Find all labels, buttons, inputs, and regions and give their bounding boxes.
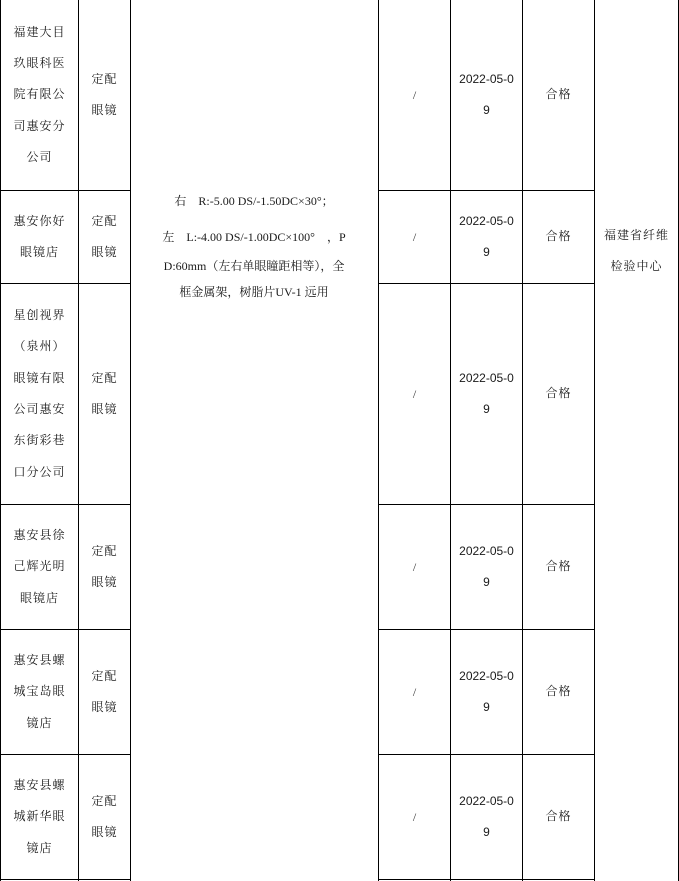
product-cell: [79, 630, 130, 754]
company-name: 星创视界（泉州）眼镜有限公司惠安东街彩巷口分公司: [13, 308, 66, 479]
product-name: 定配眼镜: [91, 793, 118, 839]
company-cell: [1, 755, 78, 879]
company-name: 惠安县螺城宝岛眼镜店: [13, 653, 66, 730]
brand-value: /: [412, 87, 417, 102]
date-cell: [451, 284, 522, 504]
company-name: 福建大目玖眼科医院有限公司惠安分公司: [13, 24, 66, 164]
date-value: 2022-05-09: [459, 370, 514, 416]
company-name: 惠安县徐己辉光明眼镜店: [13, 528, 66, 605]
product-name: 定配眼镜: [91, 71, 118, 117]
result-value: 合格: [545, 684, 572, 699]
grid-line: [378, 879, 595, 880]
inspector-cell: [595, 0, 678, 881]
result-value: 合格: [545, 809, 572, 824]
spec-cell: [131, 183, 377, 307]
brand-cell: [379, 755, 450, 879]
product-cell: [79, 0, 130, 190]
grid-line: [130, 0, 131, 881]
result-cell: [523, 284, 594, 504]
company-cell: [1, 0, 78, 190]
result-value: 合格: [545, 386, 572, 401]
date-cell: [451, 755, 522, 879]
result-value: 合格: [545, 229, 572, 244]
result-cell: [523, 191, 594, 283]
result-value: 合格: [545, 559, 572, 574]
brand-cell: [379, 0, 450, 190]
spec-line: D:60mm（左右单眼瞳距相等），全: [163, 259, 345, 273]
product-name: 定配眼镜: [91, 213, 118, 259]
date-value: 2022-05-09: [459, 668, 514, 714]
brand-cell: [379, 505, 450, 629]
grid-line: [0, 879, 131, 880]
brand-value: /: [412, 386, 417, 401]
product-cell: [79, 755, 130, 879]
product-name: 定配眼镜: [91, 543, 118, 589]
date-value: 2022-05-09: [459, 543, 514, 589]
brand-value: /: [412, 229, 417, 244]
product-cell: [79, 191, 130, 283]
product-name: 定配眼镜: [91, 370, 118, 416]
date-value: 2022-05-09: [459, 71, 514, 117]
date-value: 2022-05-09: [459, 213, 514, 259]
brand-value: /: [412, 559, 417, 574]
spec-line: 右 R:-5.00 DS/-1.50DC×30°；: [174, 194, 334, 208]
date-cell: [451, 0, 522, 190]
date-value: 2022-05-09: [459, 793, 514, 839]
company-name: 惠安你好眼镜店: [13, 213, 66, 259]
result-cell: [523, 630, 594, 754]
inspector-name: 福建省纤维检验中心: [603, 228, 669, 274]
date-cell: [451, 630, 522, 754]
product-cell: [79, 505, 130, 629]
company-cell: [1, 191, 78, 283]
result-cell: [523, 0, 594, 190]
product-cell: [79, 284, 130, 504]
spec-line: 框金属架，树脂片UV-1 远用: [179, 285, 329, 299]
brand-value: /: [412, 809, 417, 824]
brand-cell: [379, 284, 450, 504]
company-name: 惠安县螺城新华眼镜店: [13, 778, 66, 855]
spec-line: 左 L:-4.00 DS/-1.00DC×100° ，P: [162, 230, 346, 244]
company-cell: [1, 630, 78, 754]
brand-cell: [379, 630, 450, 754]
result-value: 合格: [545, 87, 572, 102]
brand-value: /: [412, 684, 417, 699]
date-cell: [451, 191, 522, 283]
date-cell: [451, 505, 522, 629]
result-cell: [523, 505, 594, 629]
company-cell: [1, 505, 78, 629]
result-cell: [523, 755, 594, 879]
brand-cell: [379, 191, 450, 283]
company-cell: [1, 284, 78, 504]
product-name: 定配眼镜: [91, 668, 118, 714]
